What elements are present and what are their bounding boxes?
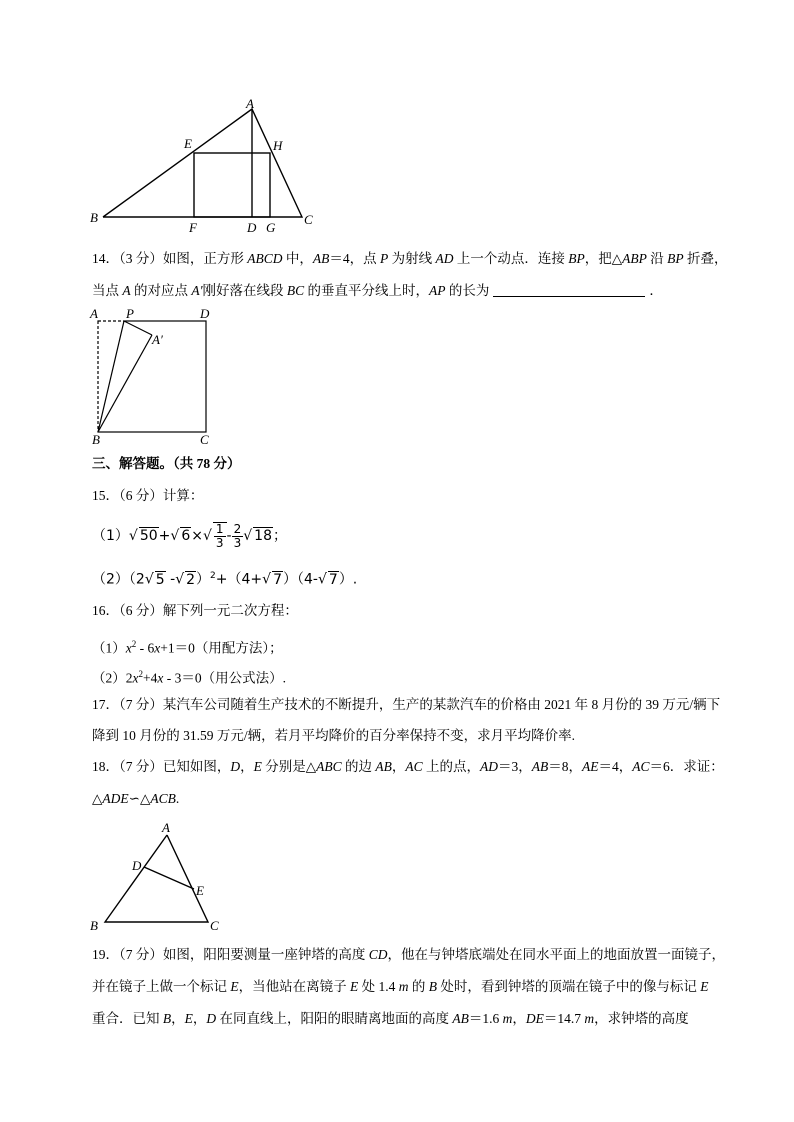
label-B: B bbox=[90, 210, 98, 225]
q16-stem: 16．（6 分）解下列一元二次方程： bbox=[92, 603, 298, 618]
q19-line1: 19．（7 分）如图，阳阳要测量一座钟塔的高度 CD，他在与钟塔底端处在同水平面上的地面放置一面镜子， bbox=[92, 947, 726, 962]
label-A: A bbox=[90, 306, 98, 321]
label-F: F bbox=[189, 220, 197, 235]
q17-line1: 17．（7 分）某汽车公司随着生产技术的不断提升，生产的某款汽车的价格由 2021 年 8 月份的 39 万元/辆下 bbox=[92, 697, 721, 712]
figure-triangle-ade bbox=[86, 818, 236, 934]
label-B: B bbox=[92, 432, 100, 446]
q19-line3: 重合．已知 B，E，D 在同直线上，阳阳的眼睛离地面的高度 AB＝1.6 m，DE＝14.7 m，求钟塔的高度 bbox=[92, 1011, 689, 1026]
q15-stem: 15．（6 分）计算： bbox=[92, 488, 204, 503]
label-D: D bbox=[200, 306, 210, 321]
q17-line2: 降到 10 月份的 31.59 万元/辆，若月平均降价的百分率保持不变，求月平均降价率. bbox=[92, 728, 575, 743]
label-H: H bbox=[273, 138, 283, 153]
label-C: C bbox=[200, 432, 209, 446]
label-C: C bbox=[210, 918, 219, 933]
label-A: A bbox=[162, 820, 170, 835]
label-G: G bbox=[266, 220, 276, 235]
q16-part1: $(1)x^2 - 6x+1=0$（用配方法）； bbox=[92, 639, 283, 656]
q14-line1: 14．（3 分）如图，正方形 ABCD 中，AB＝4，点 P 为射线 AD 上一个动点．连接 BP，把△ABP 沿 BP 折叠， bbox=[92, 251, 728, 266]
q15-part1: （1）√ 50+√ 6×√ $\frac{1}{3}$ - $\frac{2}{3}$ √ 18； bbox=[92, 521, 287, 550]
q18-line2: △ADE∽△ACB. bbox=[92, 791, 180, 806]
q18-line1: 18．（7 分）已知如图，D，E 分别是△ABC 的边 AB，AC 上的点，AD＝3，AB＝8，AE＝4，AC＝6．求证： bbox=[92, 759, 724, 774]
label-P: P bbox=[126, 306, 134, 321]
label-E: E bbox=[196, 883, 204, 898]
label-A: A bbox=[246, 96, 254, 111]
figure-square-fold bbox=[86, 304, 226, 446]
q16-part2: $(2)2x^2+4x - 3=0$（用公式法）. bbox=[92, 669, 286, 686]
label-D: D bbox=[132, 858, 142, 873]
figure-triangle-rectangle bbox=[80, 92, 320, 240]
q15-part2: （2）（2√ 5 -√ 2）$^2$+（4+√ 7）（4-√ 7）. bbox=[92, 571, 358, 588]
label-E: E bbox=[184, 136, 192, 151]
label-C: C bbox=[304, 212, 313, 227]
answer-blank[interactable] bbox=[493, 282, 645, 297]
label-B: B bbox=[90, 918, 98, 933]
label-D: D bbox=[247, 220, 257, 235]
label-A-prime: A′ bbox=[152, 332, 163, 347]
q19-line2: 并在镜子上做一个标记 E，当他站在离镜子 E 处 1.4 m 的 B 处时，看到钟塔的顶端在镜子中的像与标记 E bbox=[92, 979, 709, 994]
section-3-heading: 三、解答题。（共 78 分） bbox=[92, 456, 241, 471]
q14-line2: 当点 A 的对应点 A'刚好落在线段 BC 的垂直平分线上时，AP 的长为 ． bbox=[92, 283, 663, 298]
